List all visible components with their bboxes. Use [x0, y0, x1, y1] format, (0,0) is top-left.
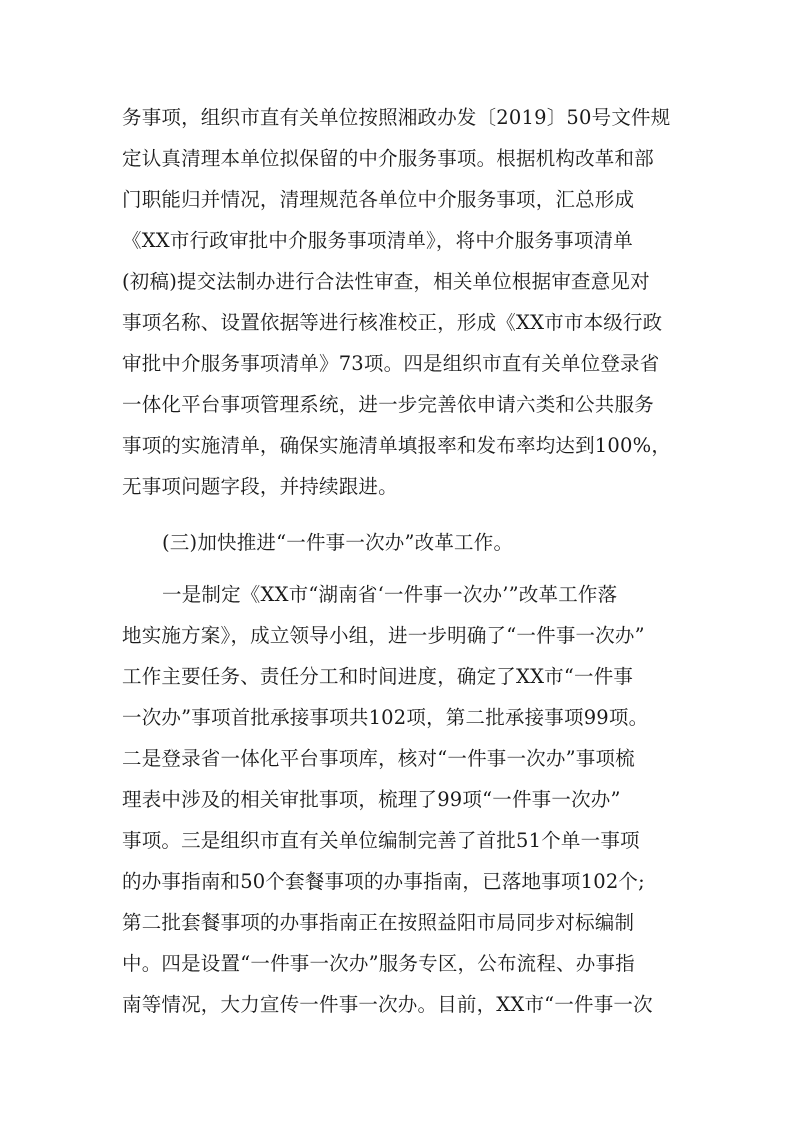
- paragraph-line: 地实施方案》，成立领导小组，进一步明确了“一件事一次办”: [122, 624, 645, 647]
- paragraph-line: 理表中涉及的相关审批事项，梳理了99项“一件事一次办”: [122, 788, 621, 811]
- paragraph-line: (初稿)提交法制办进行合法性审查，相关单位根据审查意见对: [122, 270, 650, 293]
- paragraph-line: 定认真清理本单位拟保留的中介服务事项。根据机构改革和部: [122, 147, 654, 170]
- paragraph-line: 中。四是设置“一件事一次办”服务专区，公布流程、办事指: [122, 952, 635, 975]
- paragraph-line: 事项。三是组织市直有关单位编制完善了首批51个单一事项: [122, 829, 640, 852]
- paragraph-line: 第二批套餐事项的办事指南正在按照益阳市局同步对标编制: [122, 911, 635, 934]
- paragraph-line: 无事项问题字段，并持续跟进。: [122, 475, 398, 498]
- section-heading: (三)加快推进“一件事一次办”改革工作。: [162, 531, 514, 554]
- paragraph-line: 南等情况，大力宣传一件事一次办。目前，XX市“一件事一次: [122, 993, 653, 1016]
- paragraph-line: 二是登录省一体化平台事项库，核对“一件事一次办”事项梳: [122, 747, 635, 770]
- paragraph-line: 审批中介服务事项清单》73项。四是组织市直有关单位登录省: [122, 352, 660, 375]
- paragraph-line: 的办事指南和50个套餐事项的办事指南，已落地事项102个;: [122, 870, 645, 893]
- paragraph-line: 务事项，组织市直有关单位按照湘政办发〔2019〕50号文件规: [122, 106, 671, 129]
- paragraph-line: 一体化平台事项管理系统，进一步完善依申请六类和公共服务: [122, 393, 654, 416]
- paragraph-line: 事项名称、设置依据等进行核准校正，形成《XX市市本级行政: [122, 311, 663, 334]
- paragraph-line: 一是制定《XX市“湖南省‘一件事一次办’”改革工作落: [162, 583, 618, 606]
- paragraph-line: 事项的实施清单，确保实施清单填报率和发布率均达到100%，: [122, 434, 672, 457]
- paragraph-line: 《XX市行政审批中介服务事项清单》，将中介服务事项清单: [122, 229, 633, 252]
- paragraph-line: 工作主要任务、责任分工和时间进度，确定了XX市“一件事: [122, 665, 634, 688]
- paragraph-line: 一次办”事项首批承接事项共102项，第二批承接事项99项。: [122, 706, 649, 729]
- paragraph-line: 门职能归并情况，清理规范各单位中介服务事项，汇总形成: [122, 188, 635, 211]
